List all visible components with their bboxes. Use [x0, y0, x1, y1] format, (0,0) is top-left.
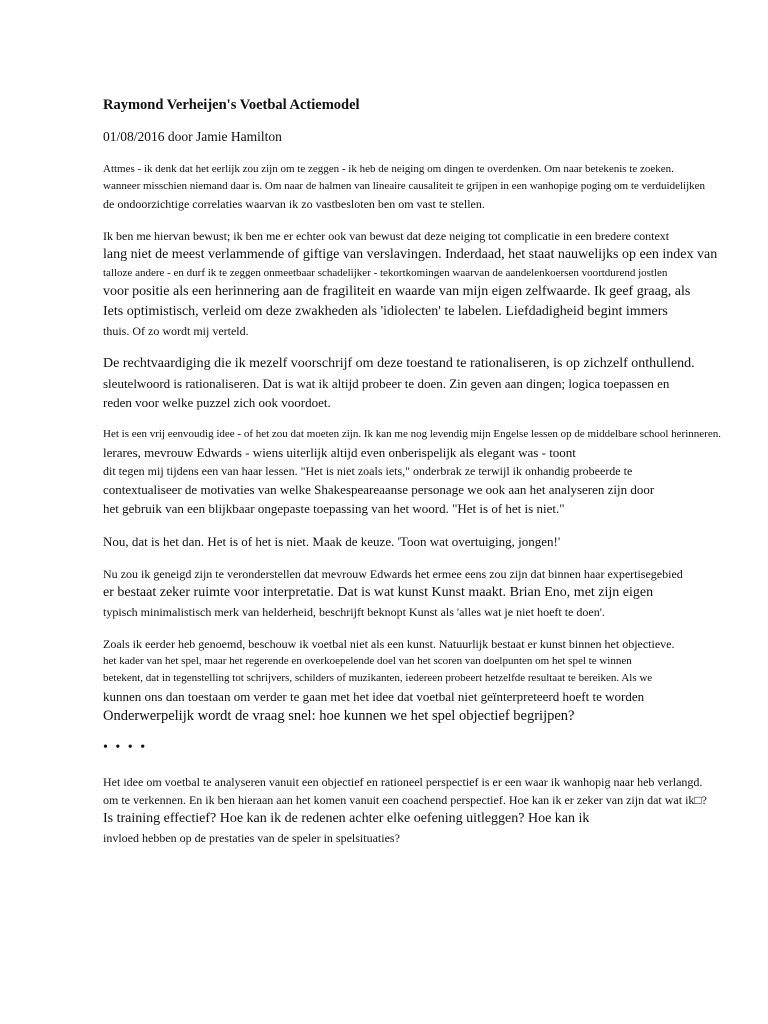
article-title: Raymond Verheijen's Voetbal Actiemodel	[103, 97, 360, 113]
article	[103, 94, 723, 861]
text-line: Is training effectief? Hoe kan ik de redenen achter elke oefening uitleggen? Hoe kan ik	[103, 811, 590, 826]
text-line: Zoals ik eerder heb genoemd, beschouw ik voetbal niet als een kunst. Natuurlijk bestaat er kunst binnen het objectieve.	[103, 637, 675, 651]
paragraph-7	[103, 635, 723, 727]
text-line: Attmes - ik denk dat het eerlijk zou zijn om te zeggen - ik heb de neiging om dingen te overdenken. Om naar betekenis te zoeken.	[103, 163, 674, 175]
text-line: Het idee om voetbal te analyseren vanuit een objectief en rationeel perspectief is er een waar ik wanhopig naar heb verlangd.	[103, 775, 703, 789]
paragraph-5	[103, 532, 723, 551]
text-line: invloed hebben op de prestaties van de speler in spelsituaties?	[103, 831, 400, 845]
text-line: kunnen ons dan toestaan om verder te gaan met het idee dat voetbal niet geïnterpreteerd hoeft te worden	[103, 689, 645, 704]
text-line: Onderwerpelijk wordt de vraag snel: hoe kunnen we het spel objectief begrijpen?	[103, 708, 575, 724]
text-line: voor positie als een herinnering aan de fragiliteit en waarde van mijn eigen zelfwaarde. Ik geef graag, als	[103, 284, 691, 299]
text-line: Ik ben me hiervan bewust; ik ben me er echter ook van bewust dat deze neiging tot complicatie in een bredere context	[103, 229, 670, 243]
paragraph-2	[103, 227, 723, 340]
section-divider: • • • •	[103, 740, 148, 755]
text-line: lerares, mevrouw Edwards - wiens uiterlijk altijd even onberispelijk als elegant was - toont	[103, 445, 576, 460]
text-line: reden voor welke puzzel zich ook voordoet.	[103, 395, 331, 410]
text-line: het kader van het spel, maar het regerende en overkoepelende doel van het scoren van doelpunten om het spel te winnen	[103, 655, 632, 667]
text-line: betekent, dat in tegenstelling tot schrijvers, schilders of muzikanten, iedereen probeert hetzelfde resultaat te bereiken. Als we	[103, 672, 653, 684]
text-line: Nou, dat is het dan. Het is of het is niet. Maak de keuze. 'Toon wat overtuiging, jongen!'	[103, 534, 561, 549]
text-line: De rechtvaardiging die ik mezelf voorschrijf om deze toestand te rationaliseren, is op zichzelf onthullend.	[103, 356, 695, 371]
text-line: er bestaat zeker ruimte voor interpretatie. Dat is wat kunst Kunst maakt. Brian Eno, met zijn eigen	[103, 585, 654, 600]
text-line: wanneer misschien niemand daar is. Om naar de halmen van lineaire causaliteit te grijpen in een wanhopige poging om te verduidelijken	[103, 180, 706, 192]
text-line: Het is een vrij eenvoudig idee - of het zou dat moeten zijn. Ik kan me nog levendig mijn Engelse lessen op de middelbare school herinneren.	[103, 428, 721, 440]
paragraph-8	[103, 773, 723, 847]
paragraph-6	[103, 565, 723, 621]
text-line: de ondoorzichtige correlaties waarvan ik zo vastbesloten ben om vast te stellen.	[103, 197, 485, 211]
text-line: talloze andere - en durf ik te zeggen onmeetbaar schadelijker - tekortkomingen waarvan de aandelenkoersen voortdurend jostlen	[103, 267, 668, 279]
article-byline: 01/08/2016 door Jamie Hamilton	[103, 129, 282, 144]
paragraph-1	[103, 161, 723, 213]
paragraph-4	[103, 426, 723, 518]
text-line: sleutelwoord is rationaliseren. Dat is wat ik altijd probeer te doen. Zin geven aan dingen; logica toepassen en	[103, 376, 670, 391]
text-line: lang niet de meest verlammende of giftige van verslavingen. Inderdaad, het staat nauwelijks op een index van	[103, 247, 718, 262]
text-line: het gebruik van een blijkbaar ongepaste toepassing van het woord. "Het is of het is niet."	[103, 501, 565, 516]
text-line: om te verkennen. En ik ben hieraan aan het komen vanuit een coachend perspectief. Hoe kan ik er zeker van zijn dat wat ik□?	[103, 793, 707, 807]
text-line: contextualiseer de motivaties van welke Shakespeareaanse personage we ook aan het analyseren zijn door	[103, 482, 655, 497]
text-line: dit tegen mij tijdens een van haar lessen. "Het is niet zoals iets," onderbrak ze terwijl ik onhandig probeerde te	[103, 464, 633, 478]
text-line: typisch minimalistisch merk van helderheid, beschrijft beknopt Kunst als 'alles wat je niet hoeft te doen'.	[103, 605, 605, 619]
text-line: Iets optimistisch, verleid om deze zwakheden als 'idiolecten' te labelen. Liefdadigheid begint immers	[103, 304, 668, 319]
text-line: thuis. Of zo wordt mij verteld.	[103, 324, 249, 338]
paragraph-3	[103, 354, 723, 412]
text-line: Nu zou ik geneigd zijn te veronderstellen dat mevrouw Edwards het ermee eens zou zijn dat binnen haar expertisegebied	[103, 567, 683, 581]
